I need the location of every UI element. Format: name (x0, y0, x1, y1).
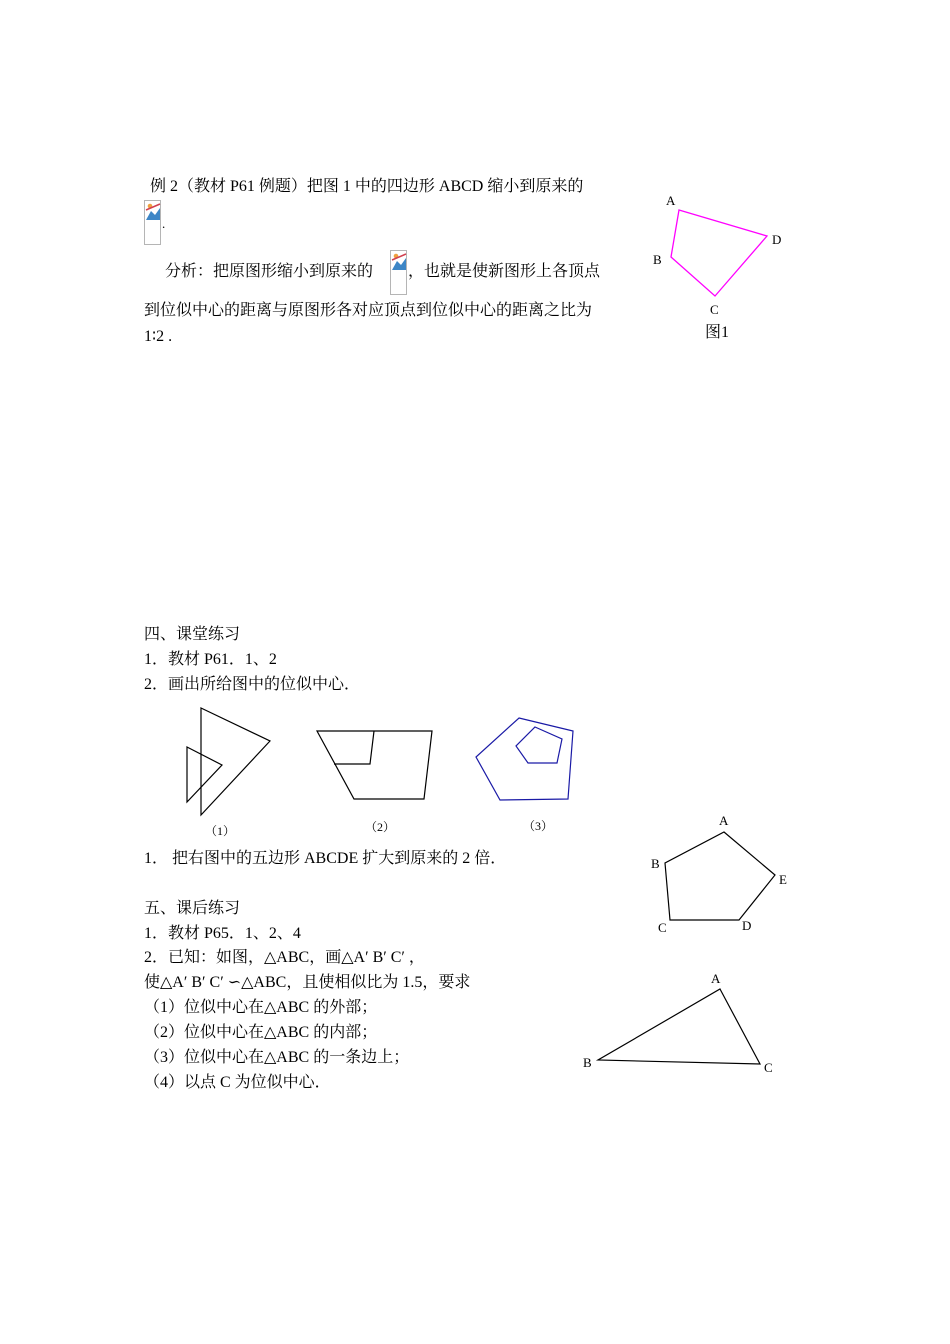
analysis-part-d: 1∶2 . (144, 328, 173, 345)
analysis-part-a: 分析：把原图形缩小到原来的 (165, 263, 374, 280)
period-mark: . (162, 216, 166, 231)
triangle-abc (598, 989, 760, 1064)
section4-title: 四、课堂练习 (144, 626, 241, 643)
section5-title: 五、课后练习 (144, 900, 241, 917)
section4-item1: 1．教材 P61．1、2 (144, 651, 277, 668)
section5-item2b: 使△A′ B′ C′ ∽△ABC，且使相似比为 1.5，要求 (144, 974, 471, 991)
triangle-label-c: C (764, 1060, 773, 1075)
pentagon-label-d: D (742, 918, 752, 933)
section5-req1: （1）位似中心在△ABC 的外部； (144, 999, 378, 1016)
pentagon-label-c: C (658, 920, 667, 935)
example-heading: 例 2（教材 P61 例题）把图 1 中的四边形 ABCD 缩小到原来的 (150, 178, 584, 195)
fig1-label-c: C (710, 302, 719, 317)
fig1-caption: 图1 (705, 324, 730, 341)
section5-item1: 1．教材 P65．1、2、4 (144, 925, 301, 942)
analysis-part-b: ，也就是使新图形上各顶点 (408, 263, 601, 280)
section5-item2: 2．已知：如图，△ABC，画△A′ B′ C′ ， (144, 949, 425, 966)
analysis-part-c: 到位似中心的距离与原图形各对应顶点到位似中心的距离之比为 (144, 302, 593, 319)
section5-req2: （2）位似中心在△ABC 的内部； (144, 1024, 378, 1041)
pentagon-label-e: E (779, 872, 787, 887)
section5-req3: （3）位似中心在△ABC 的一条边上； (144, 1049, 410, 1066)
section4-item2: 2．画出所给图中的位似中心． (144, 676, 361, 693)
pentagon-label-a: A (719, 813, 729, 828)
figure-caption-1: （1） (205, 824, 236, 838)
triangle-label-a: A (711, 971, 721, 986)
fig1-label-a: A (666, 193, 676, 208)
fig1-label-b: B (653, 252, 662, 267)
figure-caption-3: （3） (523, 819, 554, 833)
section5-req4: （4）以点 C 为位似中心． (144, 1074, 331, 1091)
pentagon-label-b: B (651, 856, 660, 871)
section4-item3: 1． 把右图中的五边形 ABCDE 扩大到原来的 2 倍． (144, 850, 507, 867)
triangle-label-b: B (583, 1055, 592, 1070)
figure-caption-2: （2） (365, 820, 396, 834)
fig1-label-d: D (772, 232, 782, 247)
